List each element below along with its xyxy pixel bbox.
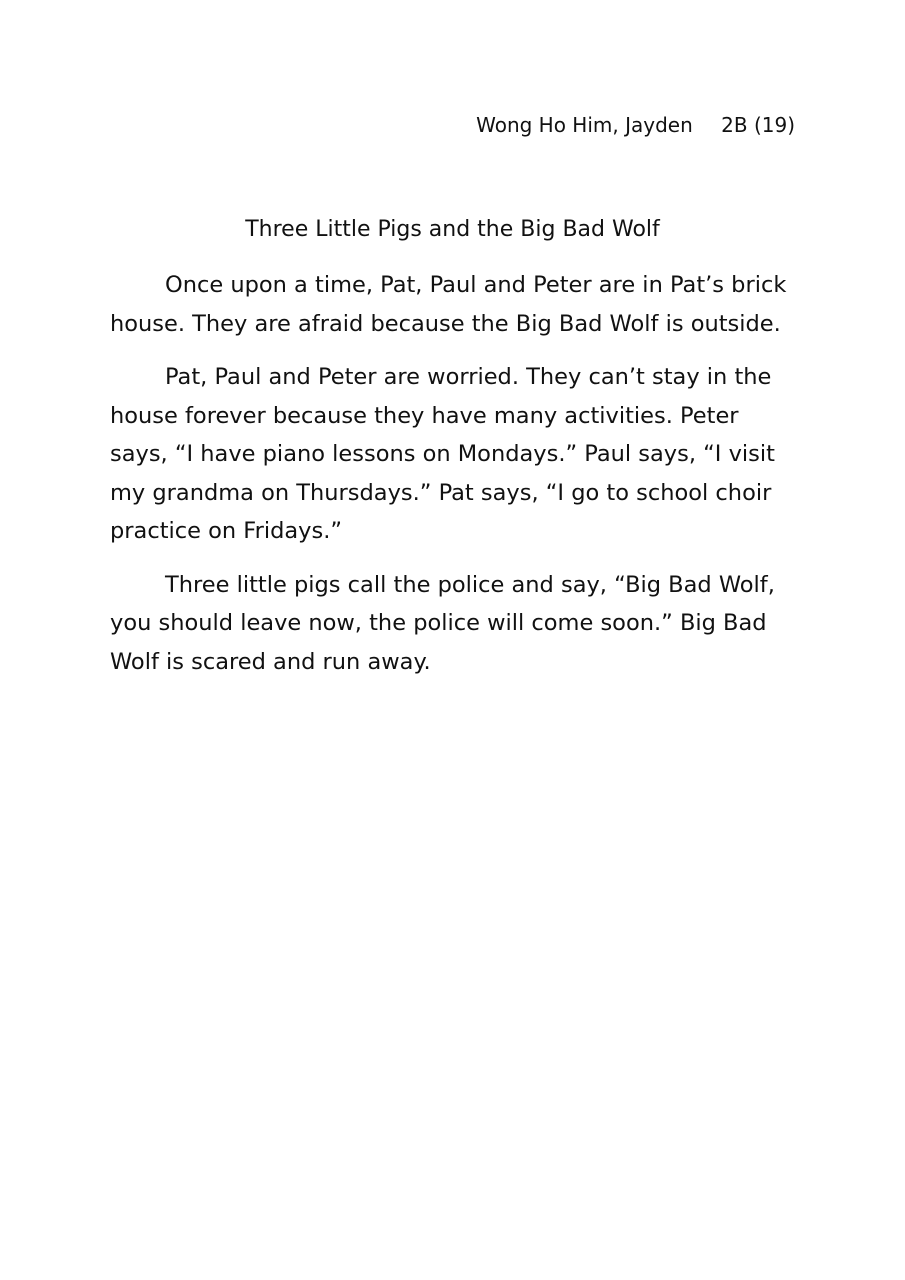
author-name: Wong Ho Him, Jayden (476, 113, 693, 137)
header-line (476, 112, 795, 138)
story-body (110, 266, 800, 696)
paragraph-3: Three little pigs call the police and say, “Big Bad Wolf, you should leave now, the police will come soon.” Big Bad Wolf is scared and run away. (110, 571, 775, 675)
paragraph-1: Once upon a time, Pat, Paul and Peter are in Pat’s brick house. They are afraid because the Big Bad Wolf is outside. (110, 272, 787, 337)
story-title: Three Little Pigs and the Big Bad Wolf (245, 217, 660, 242)
paragraph-2: Pat, Paul and Peter are worried. They can’t stay in the house forever because they have many activities. Peter says, “I have piano lessons on Mondays.” Paul says, “I visit my grandma on Thursdays.” Pat says, “I go to school choir practice on Fridays.” (110, 364, 775, 544)
class-number: 2B (19) (721, 113, 795, 137)
